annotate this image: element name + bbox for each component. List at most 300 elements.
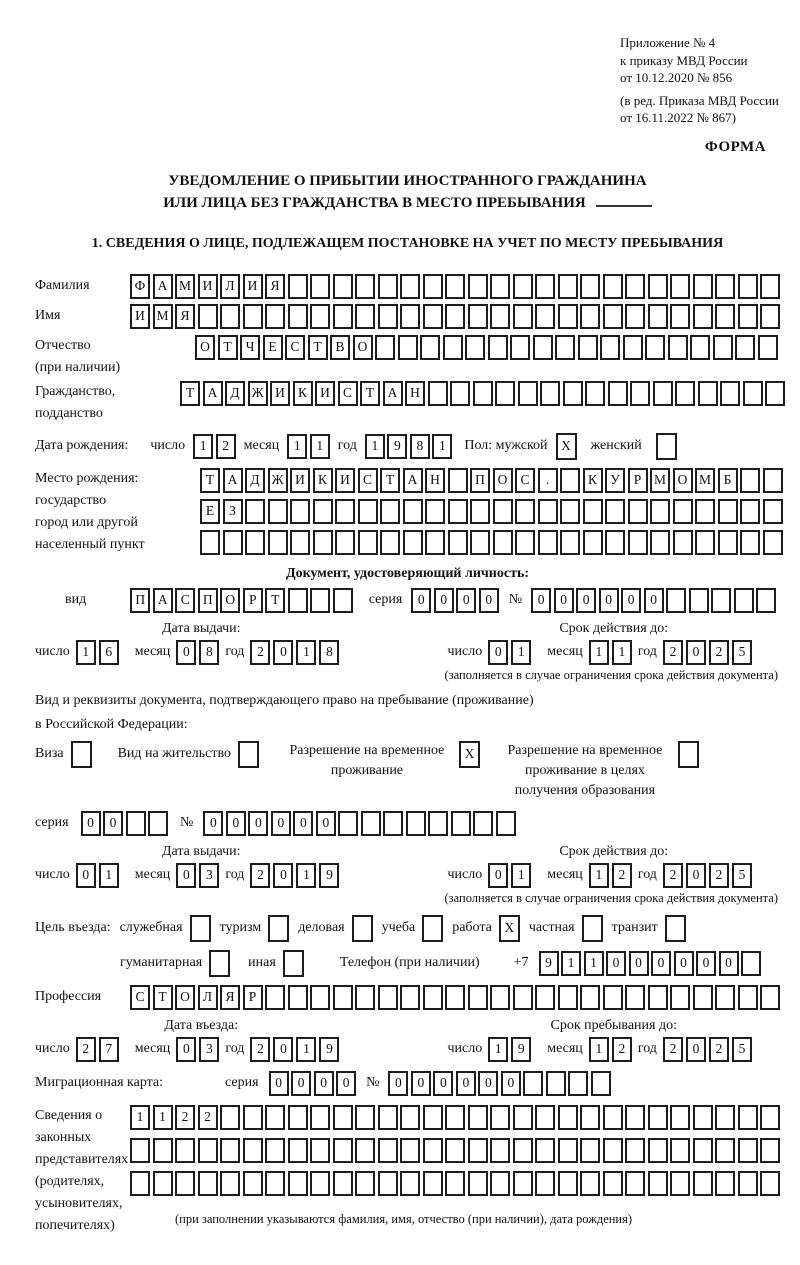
char-box[interactable] [490,304,510,329]
char-box[interactable]: И [243,274,263,299]
char-box[interactable] [288,588,308,613]
char-box[interactable]: 0 [176,640,196,665]
char-box[interactable] [220,1138,240,1163]
char-box[interactable]: О [493,468,513,493]
char-box[interactable] [465,335,485,360]
char-box[interactable]: 1 [193,434,213,459]
char-box[interactable]: 1 [589,1037,609,1062]
char-box[interactable] [378,1138,398,1163]
char-box[interactable] [583,530,603,555]
char-box[interactable] [713,335,733,360]
char-box[interactable]: С [130,985,150,1010]
char-box[interactable] [563,381,583,406]
char-box[interactable]: 0 [456,1071,476,1096]
char-box[interactable]: 0 [411,588,431,613]
char-box[interactable]: П [198,588,218,613]
char-box[interactable]: 2 [250,863,270,888]
char-box[interactable] [558,985,578,1010]
char-box[interactable] [648,985,668,1010]
char-box[interactable] [361,811,381,836]
char-box[interactable] [220,304,240,329]
char-box[interactable]: С [358,468,378,493]
char-box[interactable] [538,530,558,555]
char-box[interactable]: 1 [310,434,330,459]
char-box[interactable] [378,304,398,329]
char-box[interactable] [470,530,490,555]
char-box[interactable] [380,530,400,555]
char-box[interactable]: 0 [316,811,336,836]
char-box[interactable] [243,1138,263,1163]
char-box[interactable] [760,1105,780,1130]
char-box[interactable]: И [270,381,290,406]
char-box[interactable] [198,1171,218,1196]
char-box[interactable] [760,1171,780,1196]
char-box[interactable]: 2 [250,1037,270,1062]
char-box[interactable] [445,274,465,299]
char-box[interactable] [265,1171,285,1196]
char-box[interactable] [603,985,623,1010]
char-box[interactable] [310,1171,330,1196]
char-box[interactable] [625,1138,645,1163]
char-box[interactable]: 0 [176,863,196,888]
char-box[interactable]: 0 [226,811,246,836]
char-box[interactable]: 0 [291,1071,311,1096]
char-box[interactable] [535,985,555,1010]
char-box[interactable]: М [695,468,715,493]
char-box[interactable] [741,951,761,976]
char-box[interactable] [760,985,780,1010]
char-box[interactable]: 5 [732,640,752,665]
char-box[interactable]: 1 [153,1105,173,1130]
char-box[interactable]: Я [220,985,240,1010]
char-box[interactable] [763,499,783,524]
char-box[interactable] [603,1105,623,1130]
char-box[interactable] [283,950,304,977]
char-box[interactable] [734,588,754,613]
char-box[interactable]: С [175,588,195,613]
char-box[interactable] [468,1171,488,1196]
char-box[interactable]: 0 [293,811,313,836]
char-box[interactable] [765,381,785,406]
char-box[interactable] [670,1105,690,1130]
char-box[interactable] [648,304,668,329]
char-box[interactable] [625,304,645,329]
char-box[interactable] [715,304,735,329]
char-box[interactable] [200,530,220,555]
char-box[interactable] [406,811,426,836]
char-box[interactable] [451,811,471,836]
char-box[interactable] [546,1071,566,1096]
char-box[interactable] [580,1138,600,1163]
char-box[interactable]: 1 [130,1105,150,1130]
char-box[interactable]: 1 [561,951,581,976]
char-box[interactable] [423,1171,443,1196]
char-box[interactable] [445,1138,465,1163]
char-box[interactable] [558,1138,578,1163]
char-box[interactable]: 0 [686,1037,706,1062]
char-box[interactable] [560,499,580,524]
char-box[interactable]: А [403,468,423,493]
char-box[interactable] [670,1171,690,1196]
char-box[interactable]: 8 [199,640,219,665]
char-box[interactable] [673,499,693,524]
char-box[interactable] [515,530,535,555]
char-box[interactable]: Ж [268,468,288,493]
char-box[interactable] [425,499,445,524]
char-box[interactable]: 2 [709,863,729,888]
char-box[interactable] [605,530,625,555]
char-box[interactable]: 1 [296,1037,316,1062]
char-box[interactable]: О [353,335,373,360]
char-box[interactable] [738,274,758,299]
char-box[interactable] [288,1138,308,1163]
char-box[interactable]: А [153,274,173,299]
char-box[interactable] [400,274,420,299]
char-box[interactable]: З [223,499,243,524]
char-box[interactable] [310,1138,330,1163]
char-box[interactable] [513,1138,533,1163]
char-box[interactable]: М [153,304,173,329]
char-box[interactable] [423,304,443,329]
char-box[interactable]: 0 [576,588,596,613]
char-box[interactable]: 2 [663,640,683,665]
char-box[interactable]: 2 [216,434,236,459]
char-box[interactable] [335,530,355,555]
char-box[interactable] [648,1105,668,1130]
char-box[interactable] [358,530,378,555]
char-box[interactable] [715,274,735,299]
char-box[interactable]: 1 [287,434,307,459]
char-box[interactable] [555,335,575,360]
char-box[interactable] [355,1171,375,1196]
char-box[interactable] [568,1071,588,1096]
char-box[interactable] [603,274,623,299]
char-box[interactable]: 0 [686,640,706,665]
char-box[interactable] [333,274,353,299]
char-box[interactable] [580,304,600,329]
char-box[interactable]: Т [308,335,328,360]
char-box[interactable]: 0 [103,811,123,836]
char-box[interactable] [496,811,516,836]
char-box[interactable] [689,588,709,613]
char-box[interactable] [400,304,420,329]
char-box[interactable] [666,588,686,613]
char-box[interactable] [603,1138,623,1163]
char-box[interactable] [518,381,538,406]
char-box[interactable]: Т [380,468,400,493]
char-box[interactable]: 0 [488,863,508,888]
char-box[interactable] [623,335,643,360]
char-box[interactable] [265,1105,285,1130]
char-box[interactable]: 2 [709,640,729,665]
char-box[interactable]: А [153,588,173,613]
char-box[interactable]: 0 [479,588,499,613]
char-box[interactable] [400,1171,420,1196]
char-box[interactable] [398,335,418,360]
char-box[interactable] [673,530,693,555]
char-box[interactable] [760,304,780,329]
char-box[interactable] [378,1105,398,1130]
char-box[interactable] [290,499,310,524]
char-box[interactable] [650,530,670,555]
char-box[interactable] [513,1171,533,1196]
char-box[interactable]: 5 [732,863,752,888]
char-box[interactable] [580,1105,600,1130]
char-box[interactable]: 7 [99,1037,119,1062]
char-box[interactable] [715,1138,735,1163]
char-box[interactable] [375,335,395,360]
char-box[interactable] [600,335,620,360]
char-box[interactable] [738,1171,758,1196]
char-box[interactable] [720,381,740,406]
char-box[interactable] [310,274,330,299]
char-box[interactable] [558,304,578,329]
char-box[interactable] [310,985,330,1010]
char-box[interactable] [130,1171,150,1196]
char-box[interactable]: Д [245,468,265,493]
char-box[interactable] [678,741,699,768]
char-box[interactable] [490,985,510,1010]
char-box[interactable]: 0 [531,588,551,613]
char-box[interactable] [591,1071,611,1096]
char-box[interactable] [445,304,465,329]
char-box[interactable] [420,335,440,360]
char-box[interactable] [693,1138,713,1163]
char-box[interactable]: 9 [319,1037,339,1062]
char-box[interactable] [355,985,375,1010]
char-box[interactable]: И [198,274,218,299]
char-box[interactable] [560,530,580,555]
char-box[interactable]: 0 [248,811,268,836]
char-box[interactable] [648,1171,668,1196]
char-box[interactable] [738,1138,758,1163]
char-box[interactable]: И [315,381,335,406]
char-box[interactable]: 5 [732,1037,752,1062]
char-box[interactable] [648,274,668,299]
char-box[interactable] [603,1171,623,1196]
char-box[interactable] [468,304,488,329]
char-box[interactable]: X [556,433,577,460]
char-box[interactable]: 8 [319,640,339,665]
char-box[interactable] [310,304,330,329]
char-box[interactable]: М [175,274,195,299]
char-box[interactable] [625,274,645,299]
char-box[interactable] [468,1105,488,1130]
char-box[interactable] [425,530,445,555]
char-box[interactable] [695,530,715,555]
char-box[interactable] [656,433,677,460]
char-box[interactable]: П [130,588,150,613]
char-box[interactable]: Т [200,468,220,493]
char-box[interactable] [148,811,168,836]
char-box[interactable] [423,274,443,299]
char-box[interactable] [493,499,513,524]
char-box[interactable]: 0 [203,811,223,836]
char-box[interactable] [628,530,648,555]
char-box[interactable] [693,304,713,329]
char-box[interactable] [580,985,600,1010]
char-box[interactable]: П [470,468,490,493]
char-box[interactable] [580,274,600,299]
char-box[interactable]: 1 [296,863,316,888]
char-box[interactable] [473,381,493,406]
char-box[interactable] [400,1105,420,1130]
char-box[interactable]: 0 [599,588,619,613]
char-box[interactable] [378,274,398,299]
char-box[interactable]: Т [218,335,238,360]
char-box[interactable]: И [130,304,150,329]
char-box[interactable]: 9 [511,1037,531,1062]
char-box[interactable] [653,381,673,406]
char-box[interactable]: Д [225,381,245,406]
char-box[interactable] [265,304,285,329]
char-box[interactable] [490,1105,510,1130]
char-box[interactable] [443,335,463,360]
char-box[interactable] [220,1171,240,1196]
char-box[interactable]: 0 [686,863,706,888]
char-box[interactable] [333,1138,353,1163]
char-box[interactable] [490,274,510,299]
char-box[interactable]: . [538,468,558,493]
char-box[interactable] [288,1171,308,1196]
char-box[interactable] [535,1171,555,1196]
char-box[interactable]: В [330,335,350,360]
char-box[interactable] [268,915,289,942]
char-box[interactable]: 0 [696,951,716,976]
char-box[interactable] [763,530,783,555]
char-box[interactable]: 1 [296,640,316,665]
char-box[interactable] [288,985,308,1010]
char-box[interactable]: 0 [273,640,293,665]
char-box[interactable]: Ф [130,274,150,299]
char-box[interactable]: 1 [584,951,604,976]
char-box[interactable]: К [293,381,313,406]
char-box[interactable]: 0 [621,588,641,613]
char-box[interactable] [538,499,558,524]
char-box[interactable]: 9 [539,951,559,976]
char-box[interactable]: 2 [250,640,270,665]
char-box[interactable]: 2 [198,1105,218,1130]
char-box[interactable]: Ж [248,381,268,406]
char-box[interactable] [540,381,560,406]
char-box[interactable]: X [459,741,480,768]
char-box[interactable] [245,499,265,524]
char-box[interactable] [220,1105,240,1130]
char-box[interactable]: 0 [644,588,664,613]
char-box[interactable]: 8 [410,434,430,459]
char-box[interactable] [468,1138,488,1163]
char-box[interactable] [313,499,333,524]
char-box[interactable] [288,274,308,299]
char-box[interactable] [175,1138,195,1163]
char-box[interactable] [711,588,731,613]
char-box[interactable]: 2 [663,863,683,888]
char-box[interactable] [625,985,645,1010]
char-box[interactable] [515,499,535,524]
char-box[interactable]: 0 [433,1071,453,1096]
char-box[interactable]: 2 [612,863,632,888]
char-box[interactable] [763,468,783,493]
char-box[interactable] [445,1171,465,1196]
char-box[interactable] [423,1105,443,1130]
char-box[interactable] [625,1171,645,1196]
char-box[interactable]: 0 [456,588,476,613]
char-box[interactable]: Я [265,274,285,299]
char-box[interactable]: 0 [271,811,291,836]
char-box[interactable]: 0 [81,811,101,836]
char-box[interactable]: А [223,468,243,493]
char-box[interactable]: 0 [388,1071,408,1096]
char-box[interactable] [403,499,423,524]
char-box[interactable] [560,468,580,493]
char-box[interactable]: 1 [432,434,452,459]
char-box[interactable]: 0 [554,588,574,613]
char-box[interactable] [740,530,760,555]
char-box[interactable]: Л [198,985,218,1010]
char-box[interactable] [423,1138,443,1163]
char-box[interactable] [355,1138,375,1163]
char-box[interactable]: 1 [365,434,385,459]
char-box[interactable]: 0 [719,951,739,976]
char-box[interactable] [735,335,755,360]
char-box[interactable] [238,741,259,768]
char-box[interactable] [758,335,778,360]
char-box[interactable] [268,530,288,555]
char-box[interactable] [380,499,400,524]
char-box[interactable] [488,335,508,360]
char-box[interactable] [740,468,760,493]
char-box[interactable]: Р [243,588,263,613]
char-box[interactable]: С [515,468,535,493]
char-box[interactable]: 9 [319,863,339,888]
char-box[interactable] [490,1171,510,1196]
char-box[interactable]: 0 [501,1071,521,1096]
char-box[interactable]: 0 [478,1071,498,1096]
char-box[interactable] [558,1171,578,1196]
char-box[interactable] [338,811,358,836]
char-box[interactable] [490,1138,510,1163]
char-box[interactable] [265,1138,285,1163]
char-box[interactable] [190,915,211,942]
char-box[interactable]: Е [263,335,283,360]
char-box[interactable]: 9 [387,434,407,459]
char-box[interactable]: А [203,381,223,406]
char-box[interactable] [513,985,533,1010]
char-box[interactable]: 3 [199,863,219,888]
char-box[interactable] [670,1138,690,1163]
char-box[interactable]: 0 [273,1037,293,1062]
char-box[interactable] [628,499,648,524]
char-box[interactable] [209,950,230,977]
char-box[interactable] [580,1171,600,1196]
char-box[interactable] [223,530,243,555]
char-box[interactable] [310,1105,330,1130]
char-box[interactable] [445,1105,465,1130]
char-box[interactable] [473,811,493,836]
char-box[interactable] [675,381,695,406]
char-box[interactable] [760,1138,780,1163]
char-box[interactable] [693,1171,713,1196]
char-box[interactable] [535,304,555,329]
char-box[interactable]: Т [360,381,380,406]
char-box[interactable] [513,274,533,299]
char-box[interactable]: Т [153,985,173,1010]
char-box[interactable]: 0 [314,1071,334,1096]
char-box[interactable] [400,985,420,1010]
char-box[interactable]: К [313,468,333,493]
char-box[interactable] [175,1171,195,1196]
char-box[interactable] [333,588,353,613]
